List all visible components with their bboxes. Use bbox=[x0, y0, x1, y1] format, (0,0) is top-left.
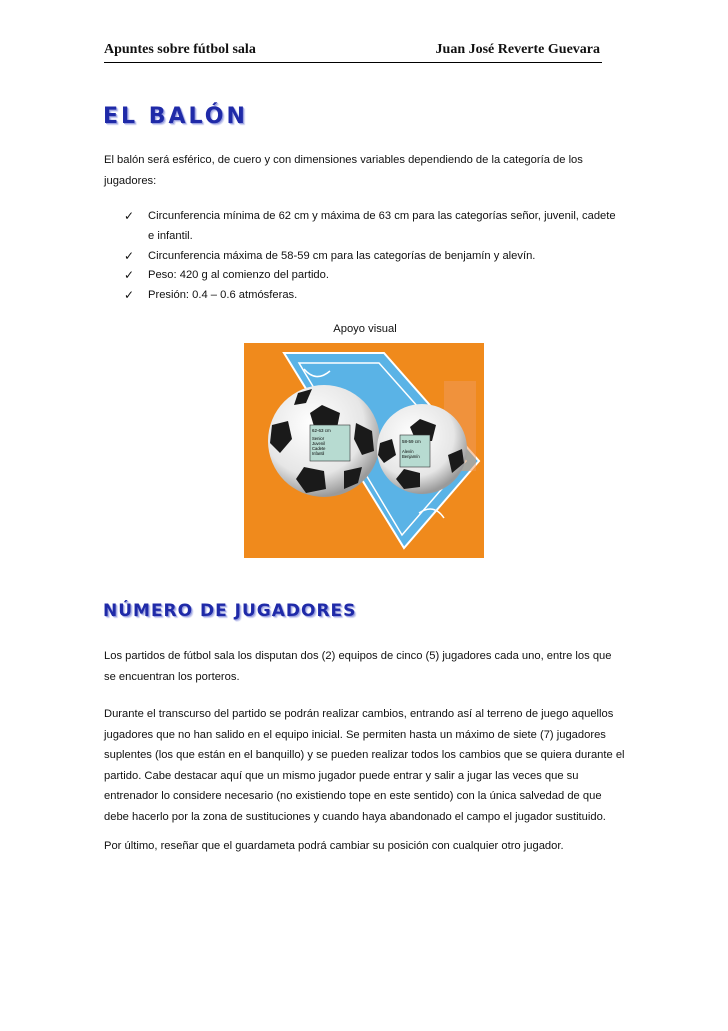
checkmark-icon: ✓ bbox=[124, 248, 135, 263]
ball2-cat: Benjamín bbox=[402, 454, 420, 459]
paragraph-3: Por último, reseñar que el guardameta podrá cambiar su posición con cualquier otro jugador. bbox=[104, 840, 564, 852]
list-item: ✓ Circunferencia máxima de 58-59 cm para las categorías de benjamín y alevín. bbox=[124, 247, 624, 267]
paragraph-intro: El balón será esférico, de cuero y con dimensiones variables dependiendo de la categoría de los jugadores: bbox=[104, 154, 583, 187]
header-right: Juan José Reverte Guevara bbox=[435, 42, 600, 57]
paragraph-1: Los partidos de fútbol sala los disputan dos (2) equipos de cinco (5) jugadores cada uno, entre los que se encuentran los porteros. bbox=[104, 650, 612, 683]
ball1-size: 62-63 cm bbox=[312, 428, 331, 433]
page-header bbox=[104, 40, 602, 63]
figure-caption: Apoyo visual bbox=[333, 323, 397, 335]
paragraph-2: Durante el transcurso del partido se podrán realizar cambios, entrando así al terreno de juego aquellos jugadores que no han salido en el equipo inicial. Se permiten hasta un máximo de siete (7) jugadores suplentes (los que están en el banquillo) y se pueden realizar todos los cambios que se quiera durante el partido. Cabe destacar aquí que un mismo jugador puede entrar y salir a jugar las veces que su entrenador lo considere necesario (no existiendo tope en este sentido) con la única salvedad de que debe hacerlo por la zona de sustituciones y cuando haya abandonado el campo el jugador sustituido. bbox=[104, 708, 625, 823]
list-item: ✓ Presión: 0.4 – 0.6 atmósferas. bbox=[124, 286, 624, 306]
ball2-size: 58-59 cm bbox=[402, 439, 421, 444]
ball1-cat: Juvenil bbox=[312, 441, 326, 446]
ball-illustration bbox=[244, 343, 484, 558]
checkmark-icon: ✓ bbox=[124, 268, 135, 283]
checkmark-icon: ✓ bbox=[124, 209, 135, 223]
ball-illustration-svg bbox=[244, 343, 484, 558]
ball-specs-list bbox=[124, 207, 624, 306]
ball1-cat: Infantil bbox=[312, 451, 325, 456]
ball1-cat: Cadete bbox=[312, 446, 326, 451]
list-item: ✓ Circunferencia mínima de 62 cm y máxima de 63 cm para las categorías señor, juvenil, cadete e infantil. bbox=[124, 209, 616, 242]
list-item: ✓ Peso: 420 g al comienzo del partido. bbox=[124, 266, 624, 286]
section-heading-balon: EL BALÓN bbox=[103, 104, 248, 129]
section-heading-jugadores: NÚMERO DE JUGADORES bbox=[103, 601, 357, 621]
header-left: Apuntes sobre fútbol sala bbox=[104, 42, 256, 57]
ball1-cat: Senior bbox=[312, 436, 325, 441]
checkmark-icon: ✓ bbox=[124, 288, 135, 303]
ball2-cat: Alevín bbox=[402, 449, 414, 454]
